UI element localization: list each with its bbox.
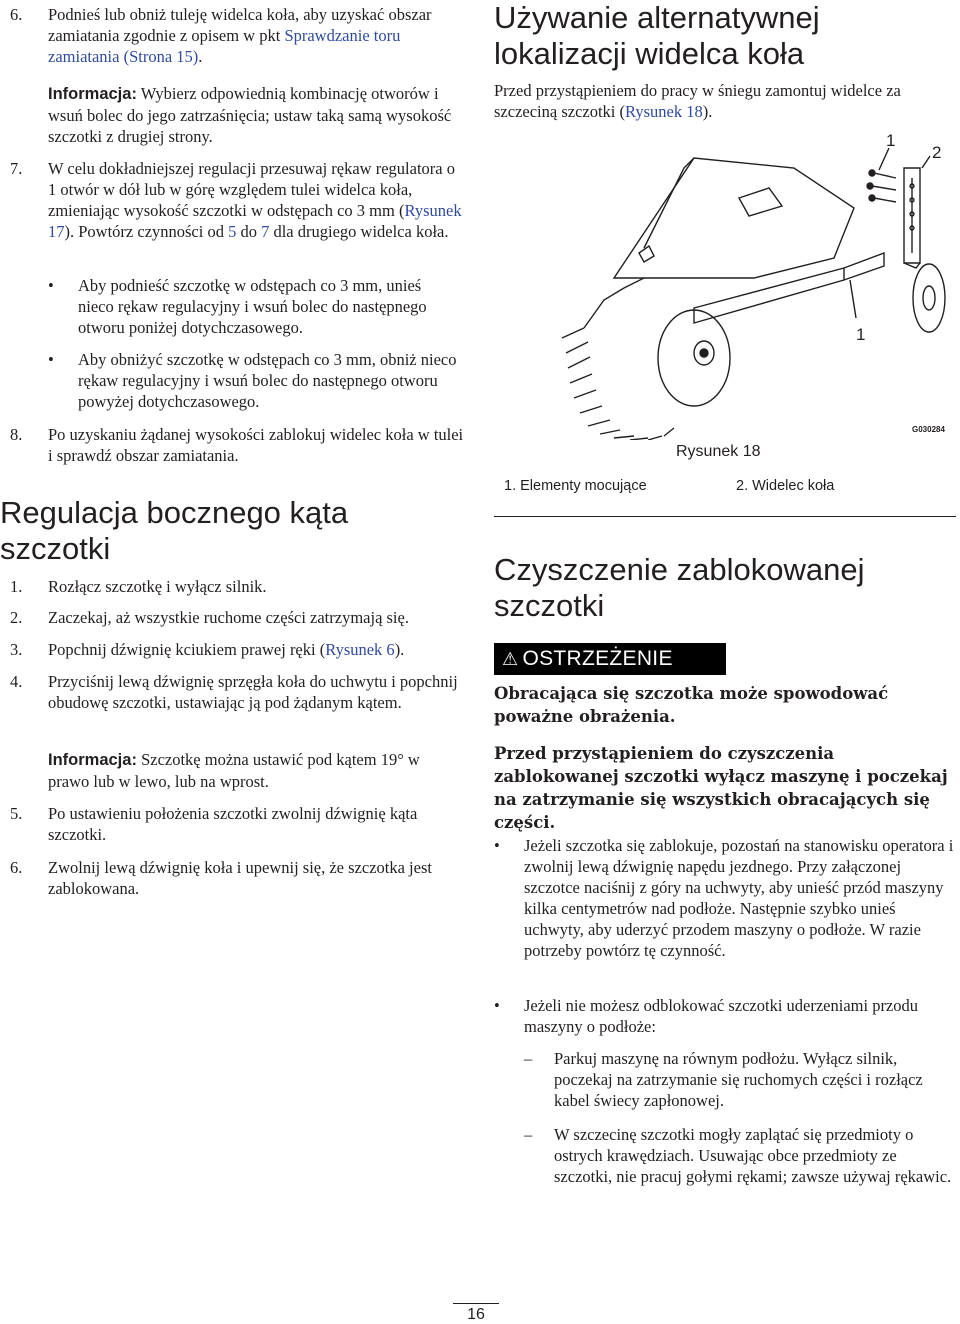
housing-plate bbox=[739, 188, 782, 216]
brush-hub bbox=[658, 310, 730, 406]
step-number: 8. bbox=[10, 425, 23, 444]
callout-1b: 1 bbox=[856, 325, 866, 344]
link-step-7[interactable]: 7 bbox=[261, 222, 270, 241]
dash-item: – Parkuj maszynę na równym podłożu. Wyłącz silnik, poczekaj na zatrzymanie się ruchomych części i rozłącz kabel świecy zapłonowej. bbox=[524, 1049, 923, 1110]
info-label: Informacja: bbox=[48, 85, 137, 103]
step-8: 8. Po uzyskaniu żądanej wysokości zablokuj widelec koła w tulei i sprawdź obszar zamiatania. bbox=[10, 425, 464, 465]
link-rysunek-17[interactable]: Rysunek 17 bbox=[48, 201, 462, 241]
brush-fork-illustration bbox=[544, 128, 954, 440]
dash-item: – W szczecinę szczotki mogły zaplątać się przedmioty o ostrych krawędziach. Usuwając obce przedmioty ze szczotki, nie pracuj gołymi rękami; zawsze używaj rękawic. bbox=[524, 1125, 952, 1186]
page-number-rule bbox=[453, 1303, 499, 1304]
step-1: 1. Rozłącz szczotkę i wyłącz silnik. bbox=[10, 577, 267, 596]
link-rysunek-18[interactable]: Rysunek 18 bbox=[625, 102, 703, 121]
brush-bristles bbox=[562, 328, 674, 440]
bullet-icon: • bbox=[48, 350, 54, 369]
figure-18 bbox=[544, 128, 954, 440]
housing-shape bbox=[614, 158, 854, 278]
info-note-2: Informacja: Szczotkę można ustawić pod kątem 19° w prawo lub w lewo, lub na wprost. bbox=[48, 750, 420, 791]
legend-item-1: 1. Elementy mocujące bbox=[504, 478, 647, 494]
section-heading-alt-fork: Używanie alternatywnej lokalizacji widelca koła bbox=[494, 0, 820, 71]
step-6b: 6. Zwolnij lewą dźwignię koła i upewnij się, że szczotka jest zablokowana. bbox=[10, 858, 432, 898]
callout-1: 1 bbox=[886, 131, 896, 150]
step-text: Podnieś lub obniż tuleję widelca koła, aby uzyskać obszar zamiatania zgodnie z opisem w pkt bbox=[48, 5, 432, 45]
link-rysunek-6[interactable]: Rysunek 6 bbox=[325, 640, 395, 659]
bullet-icon: • bbox=[494, 996, 500, 1015]
step-6: 6. Podnieś lub obniż tuleję widelca koła, aby uzyskać obszar zamiatania zgodnie z opisem w pkt Sprawdzanie toru zamiatania (Strona 15). bbox=[10, 5, 432, 66]
info-text: Wybierz odpowiednią kombinację otworów i wsuń bolec do jego zatrzaśnięcia; ustaw taką samą wysokość szczotki z drugiej strony. bbox=[48, 84, 452, 146]
divider bbox=[494, 516, 956, 517]
step-number: 7. bbox=[10, 159, 23, 178]
legend-item-2: 2. Widelec koła bbox=[736, 478, 835, 494]
link-step-5[interactable]: 5 bbox=[228, 222, 237, 241]
list-item: • Jeżeli nie możesz odblokować szczotki uderzeniami przodu maszyny o podłoże: bbox=[494, 996, 919, 1036]
link-sprawdzanie[interactable]: Sprawdzanie toru zamiatania (Strona 15) bbox=[48, 26, 401, 66]
step-2: 2. Zaczekaj, aż wszystkie ruchome części zatrzymają się. bbox=[10, 608, 409, 627]
step-3: 3. Popchnij dźwignię kciukiem prawej ręki (Rysunek 6). bbox=[10, 640, 405, 659]
frame-bar bbox=[694, 268, 844, 323]
info-note-1 bbox=[10, 83, 465, 147]
step-7: 7. W celu dokładniejszej regulacji przesuwaj rękaw regulatora o 1 otwór w dół lub w górę względem tulei widelca koła, zmieniając wysokość szczotki w odstępach co 3 mm (Rysunek 17). Powtórz czynności od 5 do 7 dla drugiego widelca koła. bbox=[10, 159, 462, 241]
callout-2: 2 bbox=[932, 143, 942, 162]
info-label: Informacja: bbox=[48, 751, 137, 769]
page-number: 16 bbox=[467, 1306, 485, 1323]
step-number: 6. bbox=[10, 5, 23, 24]
warning-text-2: Przed przystąpieniem do czyszczenia zablokowanej szczotki wyłącz maszynę i poczekaj na zatrzymanie się wszystkich obracających się części. bbox=[494, 744, 948, 832]
caster-wheel bbox=[913, 264, 945, 332]
warning-banner bbox=[494, 643, 726, 675]
intro-paragraph: Przed przystąpieniem do pracy w śniegu zamontuj widelce za szczeciną szczotki (Rysunek 18). bbox=[494, 81, 901, 121]
list-item: • Aby obniżyć szczotkę w odstępach co 3 mm, obniż nieco rękaw regulacyjny i wsuń bolec do następnego otworu powyżej dotychczasowego. bbox=[48, 350, 457, 411]
step-4: 4. Przyciśnij lewą dźwignię sprzęgła koła do uchwytu i popchnij obudowę szczotki, ustawiając ją pod żądanym kątem. bbox=[10, 672, 458, 712]
figure-code: G030284 bbox=[912, 425, 945, 434]
bullet-icon: • bbox=[48, 276, 54, 295]
dash-icon: – bbox=[524, 1049, 533, 1068]
warning-text-1: Obracająca się szczotka może spowodować poważne obrażenia. bbox=[494, 684, 889, 726]
list-item: • Aby podnieść szczotkę w odstępach co 3 mm, unieś nieco rękaw regulacyjny i wsuń bolec do następnego otworu poniżej dotychczasowego. bbox=[48, 276, 427, 337]
warning-label: OSTRZEŻENIE bbox=[522, 647, 673, 670]
list-item: • Jeżeli szczotka się zablokuje, pozostań na stanowisku operatora i zwolnij lewą dźwignię napędu jezdnego. Przy załączonej szczotce naciśnij z góry na uchwyty, aby unieść przód maszyny kilka centymetrów nad podłoże. Następnie szybko unieś uchwyty, aby uderzyć przodem maszyny o podłoże. W razie potrzeby powtórz tę czynność. bbox=[494, 836, 954, 960]
section-heading-brush-angle: Regulacja bocznego kąta szczotki bbox=[0, 495, 349, 566]
bullet-icon: • bbox=[494, 836, 500, 855]
warning-icon: ⚠ bbox=[502, 649, 519, 669]
figure-caption: Rysunek 18 bbox=[676, 443, 761, 460]
step-5: 5. Po ustawieniu położenia szczotki zwolnij dźwignię kąta szczotki. bbox=[10, 804, 418, 844]
section-heading-clear-brush: Czyszczenie zablokowanej szczotki bbox=[494, 552, 865, 623]
dash-icon: – bbox=[524, 1125, 533, 1144]
